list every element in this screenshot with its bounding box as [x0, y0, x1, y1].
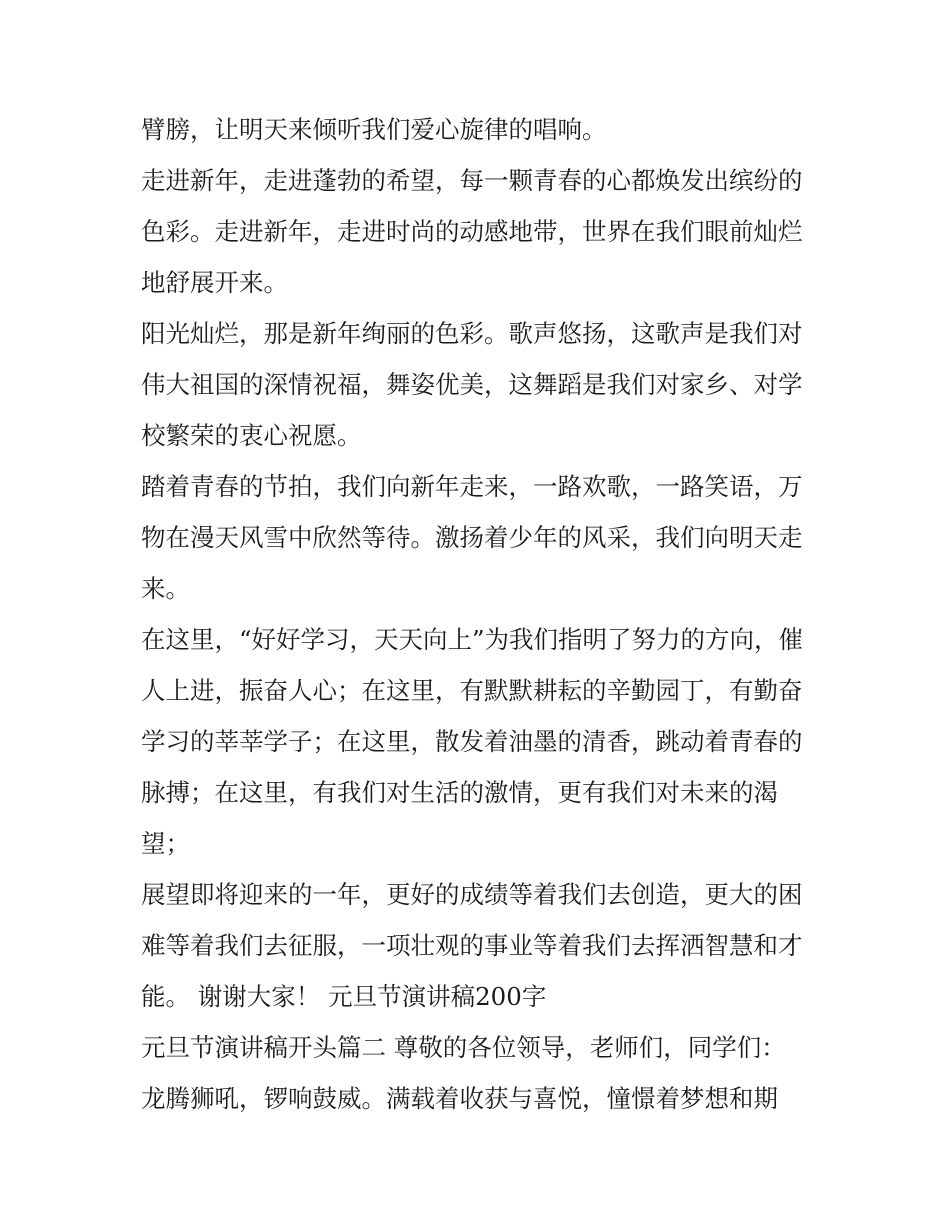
document-body	[141, 104, 821, 1124]
paragraph-8: 龙腾狮吼，锣响鼓威。满载着收获与喜悦，憧憬着梦想和期	[141, 1084, 778, 1113]
paragraph-3: 阳光灿烂，那是新年绚丽的色彩。歌声悠扬，这歌声是我们对伟大祖国的深情祝福，舞姿优美，这舞蹈是我们对家乡、对学校繁荣的衷心祝愿。	[141, 319, 803, 450]
paragraph-1: 臂膀，让明天来倾听我们爱心旋律的唱响。	[141, 115, 607, 144]
paragraph-2: 走进新年，走进蓬勃的希望，每一颗青春的心都焕发出缤纷的色彩。走进新年，走进时尚的动感地带，世界在我们眼前灿烂地舒展开来。	[141, 166, 803, 297]
paragraph-5: 在这里，“好好学习，天天向上”为我们指明了努力的方向，催人上进，振奋人心；在这里，有默默耕耘的辛勤园丁，有勤奋学习的莘莘学子；在这里，散发着油墨的清香，跳动着青春的脉搏；在这里，有我们对生活的激情，更有我们对未来的渴望；	[141, 625, 804, 858]
paragraph-4: 踏着青春的节拍，我们向新年走来，一路欢歌，一路笑语，万物在漫天风雪中欣然等待。激扬着少年的风采，我们向明天走来。	[141, 472, 803, 603]
paragraph-6: 展望即将迎来的一年，更好的成绩等着我们去创造，更大的困难等着我们去征服，一项壮观的事业等着我们去挥洒智慧和才能。 谢谢大家！ 元旦节演讲稿200字	[141, 880, 803, 1011]
paragraph-7: 元旦节演讲稿开头篇二 尊敬的各位领导，老师们，同学们：	[141, 1033, 786, 1062]
